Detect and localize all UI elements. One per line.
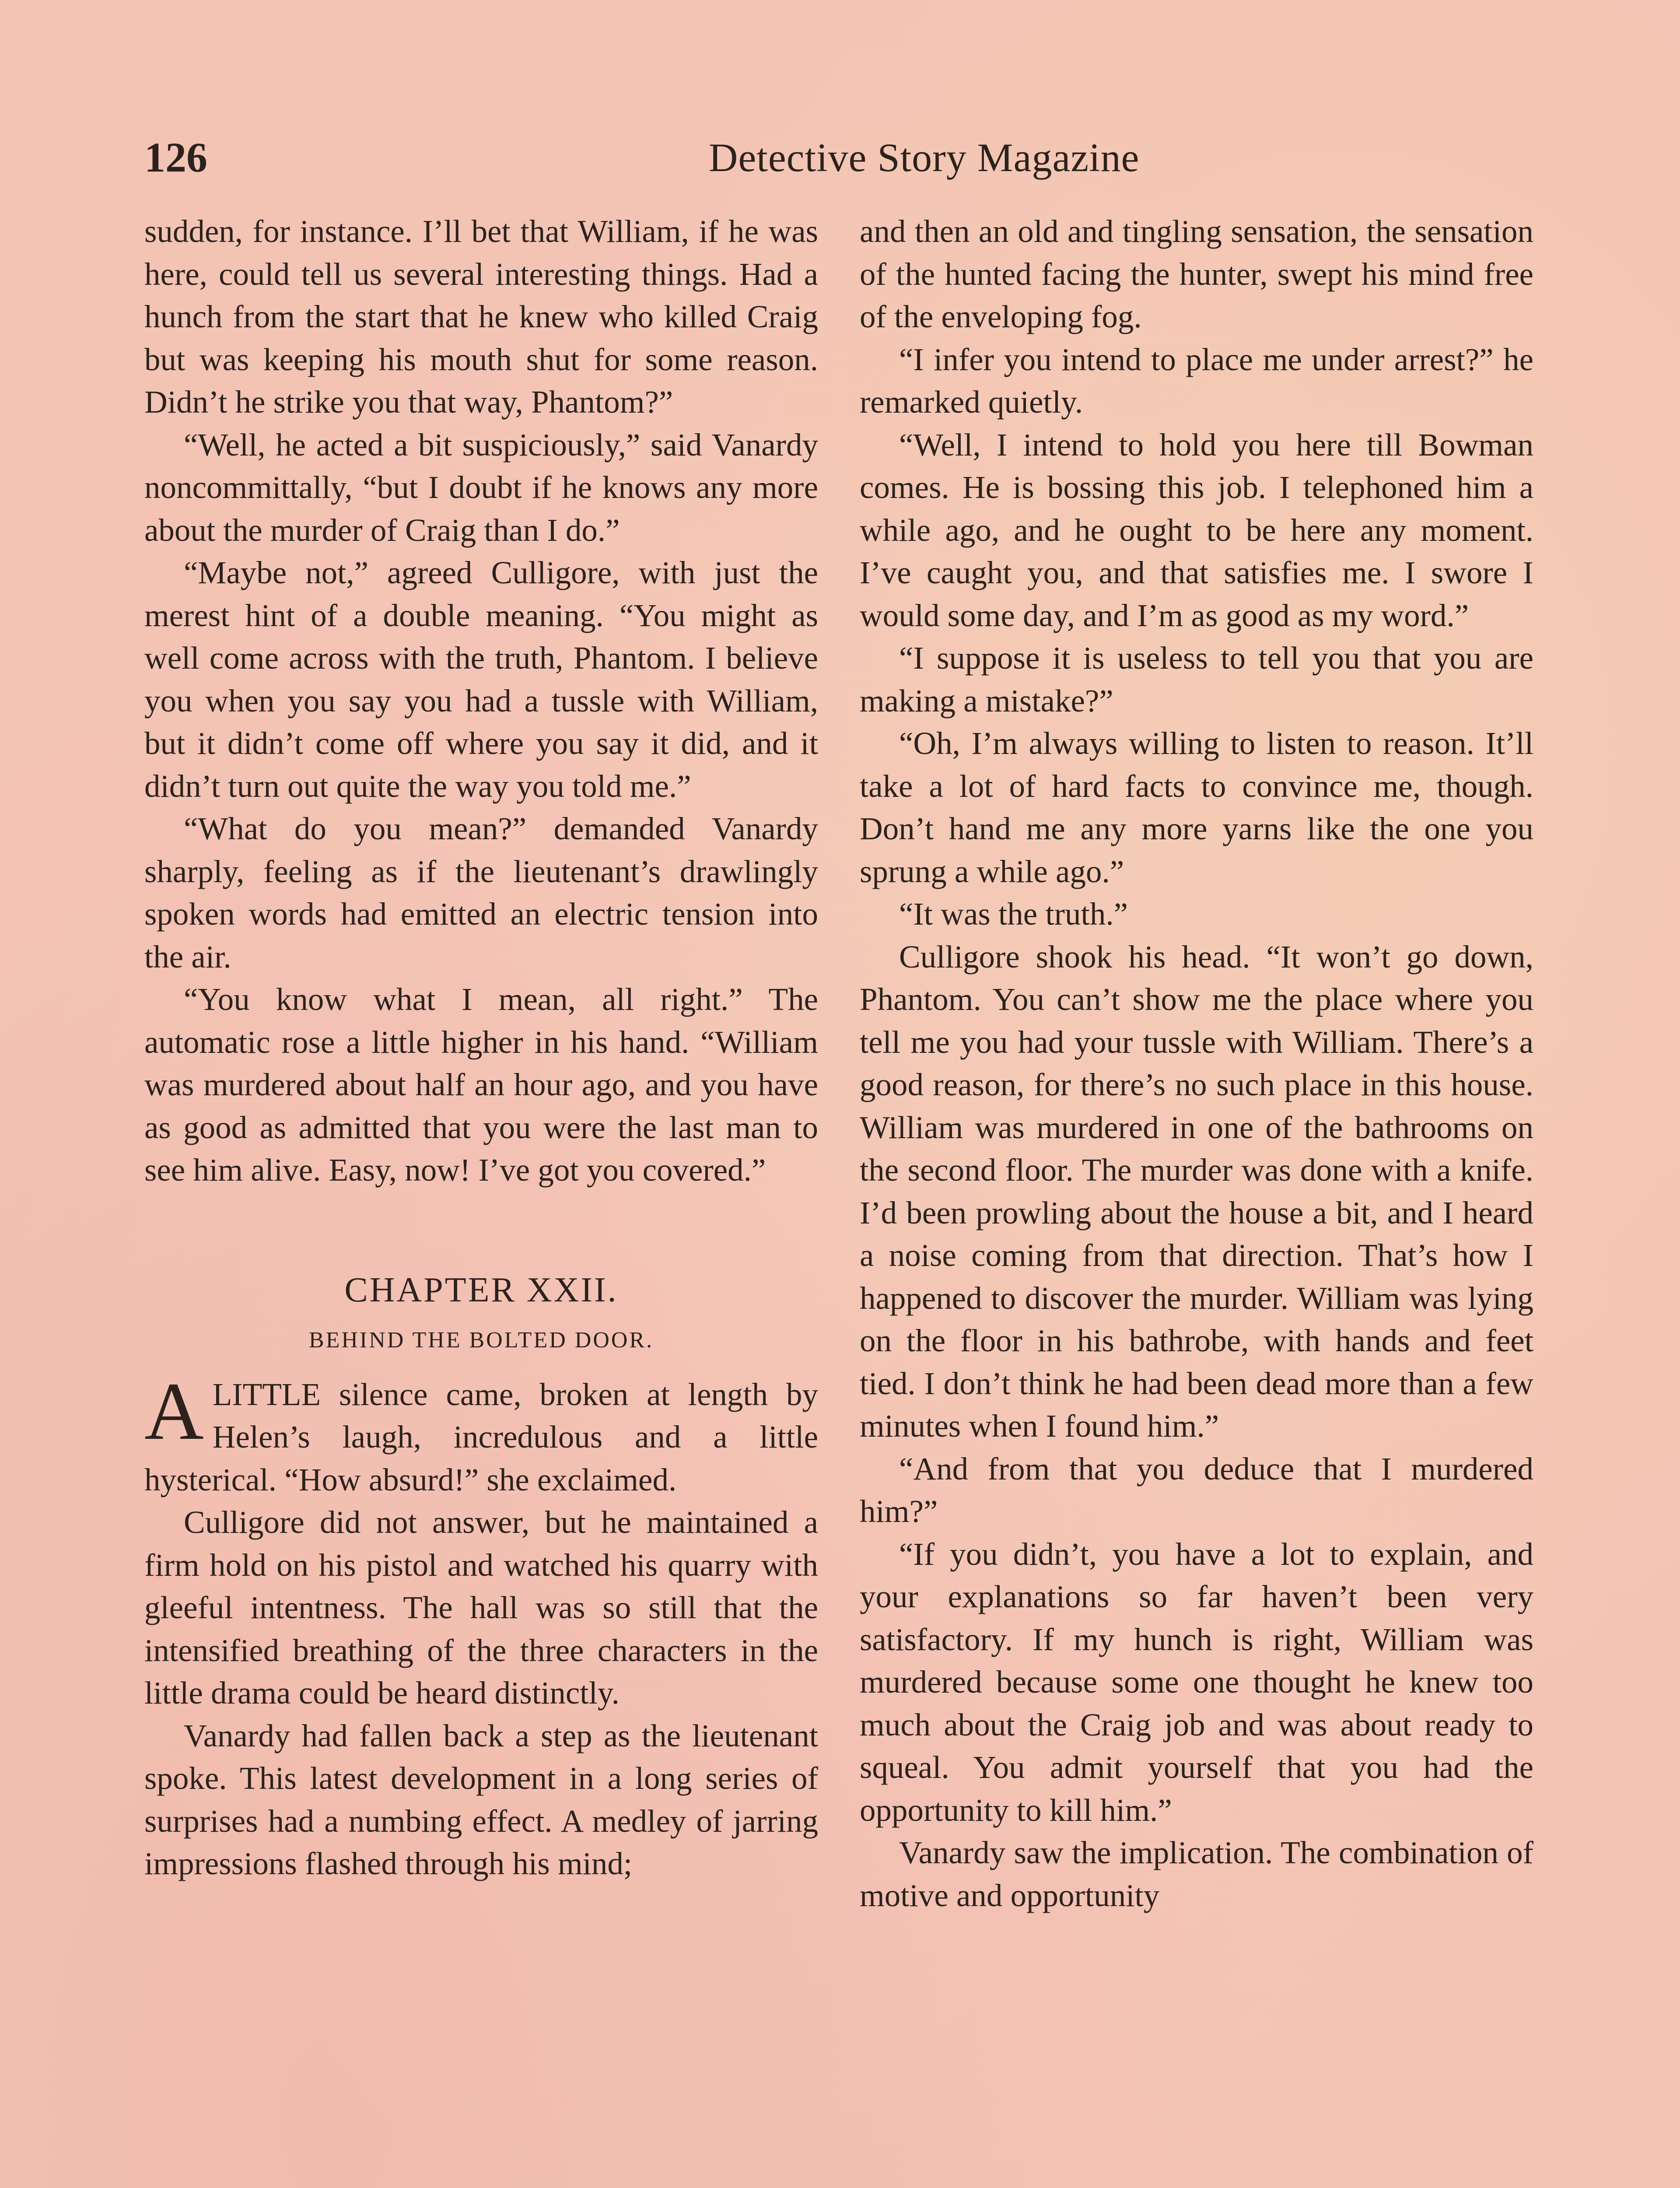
page-number: 126 xyxy=(144,134,207,181)
left-column xyxy=(144,210,818,1885)
paragraph: “What do you mean?” demanded Vanardy sharply, feeling as if the lieutenant’s drawlingly spoken words had emitted an electric tension into the air. xyxy=(144,811,818,975)
paragraph: “You know what I mean, all right.” The automatic rose a little higher in his hand. “William was murdered about half an hour ago, and you have as good as admitted that you were the last man to see him alive. Easy, now! I’ve got you covered.” xyxy=(144,982,818,1188)
chapter-subtitle: BEHIND THE BOLTED DOOR. xyxy=(308,1327,654,1353)
right-column xyxy=(860,210,1533,1917)
paragraph: Culligore shook his head. “It won’t go down, Phantom. You can’t show me the place where you tell me you had your tussle with William. There’s a good reason, for there’s no such place in this house. William was murdered in one of the bathrooms on the second floor. The murder was done with a knife. I’d been prowling about the house a bit, and I heard a noise coming from that direction. That’s how I happened to discover the murder. William was lying on the floor in his bathrobe, with hands and feet tied. I don’t think he had been dead more than a few minutes when I found him.” xyxy=(860,939,1533,1444)
paragraph: “I infer you intend to place me under arrest?” he remarked quietly. xyxy=(860,341,1533,420)
paragraph: “Well, he acted a bit suspiciously,” said Vanardy noncommittally, “but I doubt if he knows any more about the murder of Craig than I do.” xyxy=(144,427,818,548)
paragraph: Vanardy had fallen back a step as the lieutenant spoke. This latest development in a long series of surprises had a numbing effect. A medley of jarring impressions flashed through his mind; xyxy=(144,1718,818,1881)
paragraph: “I suppose it is useless to tell you that you are making a mistake?” xyxy=(860,640,1533,719)
page-header xyxy=(140,127,1540,188)
paragraph: and then an old and tingling sensation, the sensation of the hunted facing the hunter, swept his mind free of the enveloping fog. xyxy=(860,214,1533,334)
drop-cap-letter: A xyxy=(144,1365,204,1457)
chapter-title: CHAPTER XXII. xyxy=(344,1270,618,1309)
running-head-title: Detective Story Magazine xyxy=(709,135,1140,180)
chapter-heading xyxy=(144,1264,818,1364)
paragraph: “Maybe not,” agreed Culligore, with just the merest hint of a double meaning. “You might as well come across with the truth, Phantom. I believe you when you say you had a tussle with William, but it didn’t come off where you say it did, and it didn’t turn out quite the way you told me.” xyxy=(144,555,818,804)
paragraph: “It was the truth.” xyxy=(899,896,1128,932)
paragraph: “Well, I intend to hold you here till Bowman comes. He is bossing this job. I telephoned him a while ago, and he ought to be here any moment. I’ve caught you, and that satisfies me. I swore I would some day, and I’m as good as my word.” xyxy=(860,427,1533,633)
paragraph: “If you didn’t, you have a lot to explain, and your explanations so far haven’t been very satisfactory. If my hunch is right, William was murdered because some one thought he knew too much about the Craig job and was about ready to squeal. You admit yourself that you had the opportunity to kill him.” xyxy=(860,1536,1533,1828)
paragraph: Vanardy saw the implication. The combination of motive and opportunity xyxy=(860,1835,1533,1913)
paragraph: “And from that you deduce that I murdered him?” xyxy=(860,1451,1533,1529)
paragraph: sudden, for instance. I’ll bet that William, if he was here, could tell us several interesting things. Had a hunch from the start that he knew who killed Craig but was keeping his mouth shut for some reason. Didn’t he strike you that way, Phantom?” xyxy=(144,214,818,420)
paragraph: Culligore did not answer, but he maintained a firm hold on his pistol and watched his quarry with gleeful intentness. The hall was so still that the intensified breathing of the three characters in the little drama could be heard distinctly. xyxy=(144,1504,818,1711)
chapter-opening-paragraph xyxy=(144,1365,818,1501)
chapter-opening-text: LITTLE silence came, broken at length by Helen’s laugh, incredulous and a little hysterical. “How absurd!” she exclaimed. xyxy=(144,1376,818,1497)
paragraph: “Oh, I’m always willing to listen to reason. It’ll take a lot of hard facts to convince me, though. Don’t hand me any more yarns like the one you sprung a while ago.” xyxy=(860,726,1533,889)
